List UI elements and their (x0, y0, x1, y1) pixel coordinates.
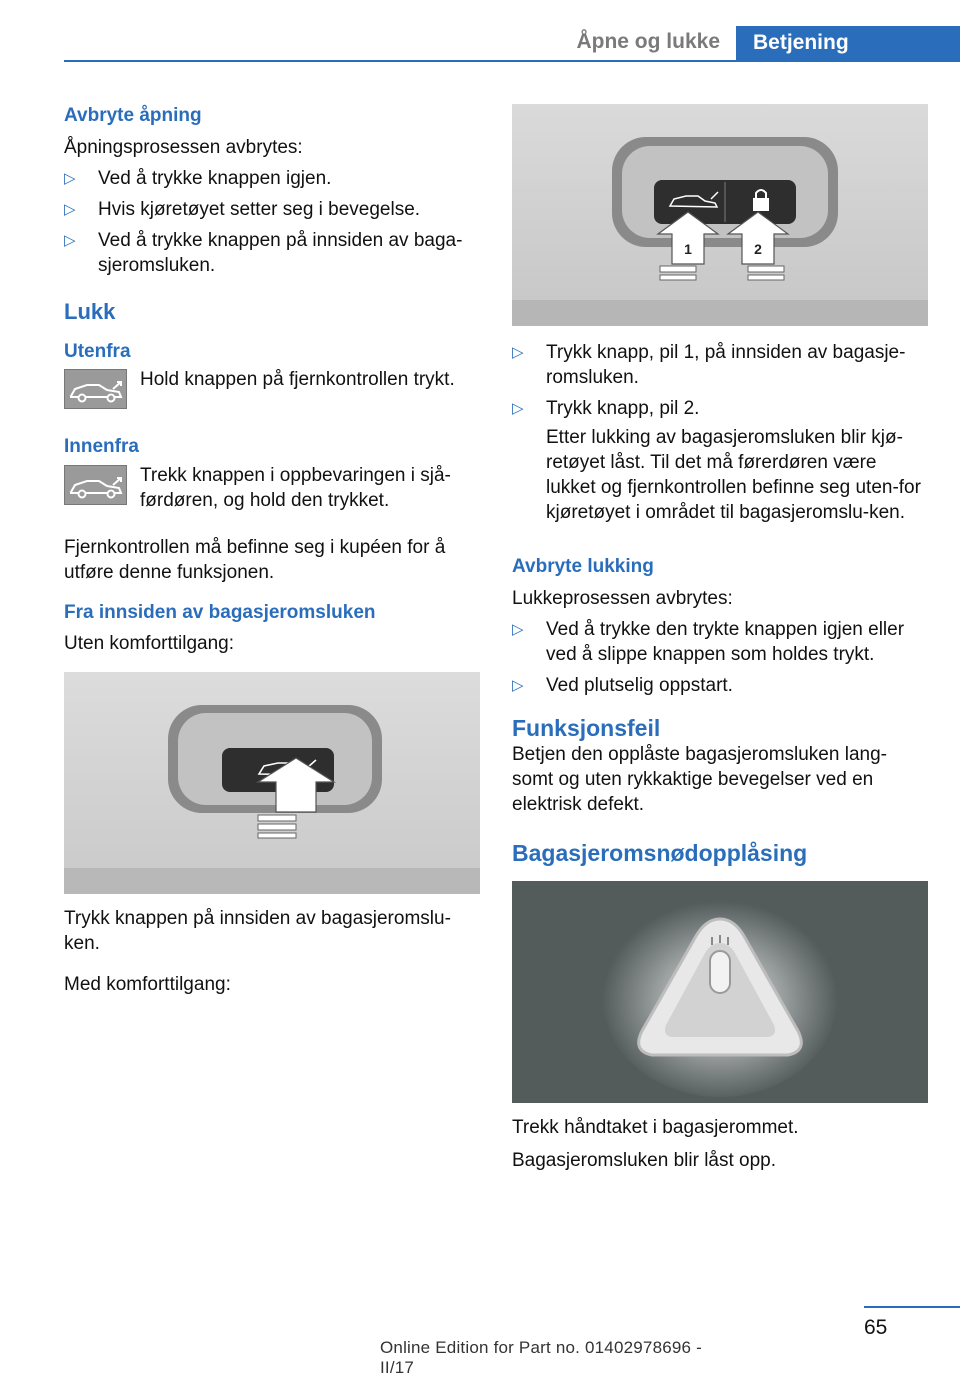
header-chapter-tab: Betjening (736, 26, 960, 62)
list-item: ▷ Trykk knapp, pil 2. (512, 398, 700, 419)
header-rule (64, 60, 960, 62)
list-item: ▷ Ved å trykke knappen igjen. (64, 168, 332, 189)
triangle-bullet-icon: ▷ (512, 677, 524, 694)
page-header (0, 0, 960, 62)
list-item: ▷ Hvis kjøretøyet setter seg i bevegelse. (64, 199, 421, 220)
emergency-handle-photo (512, 881, 928, 1103)
inside-text: Trekk knappen i oppbevaringen i sjå-førdøren, og hold den trykket. (140, 465, 451, 511)
arrow-label-2: 2 (754, 241, 762, 257)
triangle-bullet-icon: ▷ (512, 621, 524, 638)
right-column (512, 104, 928, 1173)
comfort-buttons-photo (512, 104, 928, 326)
list-item: ▷ Ved å trykke knappen på innsiden av baga-sjeromsluken. (64, 230, 463, 276)
pull-handle-text: Trekk håndtaket i bagasjerommet. (512, 1117, 799, 1138)
emergency-heading: Bagasjeromsnødopplåsing (512, 840, 808, 866)
inside-row (64, 463, 480, 513)
list-item: ▷ Trykk knapp, pil 1, på innsiden av bagasje-romsluken. (512, 342, 906, 388)
comfort-steps-list (512, 340, 928, 421)
outside-text: Hold knappen på fjernkontrollen trykt. (140, 369, 455, 390)
triangle-bullet-icon: ▷ (512, 344, 524, 361)
outside-heading: Utenfra (64, 341, 131, 362)
close-heading: Lukk (64, 299, 116, 324)
press-inside-text: Trykk knappen på innsiden av bagasjeromslu-ken. (64, 908, 451, 954)
from-inside-heading: Fra innsiden av bagasjeromsluken (64, 602, 376, 623)
abort-open-list (64, 166, 480, 278)
inside-heading: Innenfra (64, 436, 139, 457)
abort-close-list (512, 617, 928, 698)
footer-rule (864, 1306, 960, 1308)
malfunction-heading: Funksjonsfeil (512, 715, 661, 741)
step2-note: Etter lukking av bagasjeromsluken blir kjø-retøyet låst. Til det må førerdøren være lukket og fjernkontrollen befinne seg uten-for kjøretøyet i området til bagasjeromslu-ken. (546, 427, 921, 523)
abort-open-heading: Avbryte åpning (64, 105, 202, 126)
list-item: ▷ Ved å trykke den trykte knappen igjen eller ved å slippe knappen som holdes trykt. (512, 619, 905, 665)
outside-row (64, 367, 480, 409)
header-section-title: Åpne og lukke (576, 30, 720, 53)
arrow-label-1: 1 (684, 241, 692, 257)
abort-open-intro: Åpningsprosessen avbrytes: (64, 137, 303, 158)
left-column (64, 104, 480, 997)
unlocked-text: Bagasjeromsluken blir låst opp. (512, 1150, 777, 1171)
remote-note: Fjernkontrollen må befinne seg i kupéen for å utføre denne funksjonen. (64, 537, 446, 583)
page-number: 65 (864, 1316, 888, 1339)
abort-close-heading: Avbryte lukking (512, 556, 654, 577)
triangle-bullet-icon: ▷ (64, 232, 76, 249)
triangle-bullet-icon: ▷ (64, 201, 76, 218)
edition-footer: Online Edition for Part no. 01402978696 - II/17 (380, 1338, 702, 1377)
without-comfort-text: Uten komforttilgang: (64, 633, 235, 654)
triangle-bullet-icon: ▷ (64, 170, 76, 187)
with-comfort-text: Med komforttilgang: (64, 974, 231, 995)
car-trunk-open-icon (64, 369, 127, 409)
list-item: ▷ Ved plutselig oppstart. (512, 675, 733, 696)
triangle-bullet-icon: ▷ (512, 400, 524, 417)
car-trunk-open-icon (64, 465, 127, 505)
malfunction-text: Betjen den opplåste bagasjeromsluken lang-somt og uten rykkaktige bevegelser ved en elektrisk defekt. (512, 744, 887, 815)
trunk-button-photo (64, 672, 480, 894)
abort-close-intro: Lukkeprosessen avbrytes: (512, 588, 733, 609)
